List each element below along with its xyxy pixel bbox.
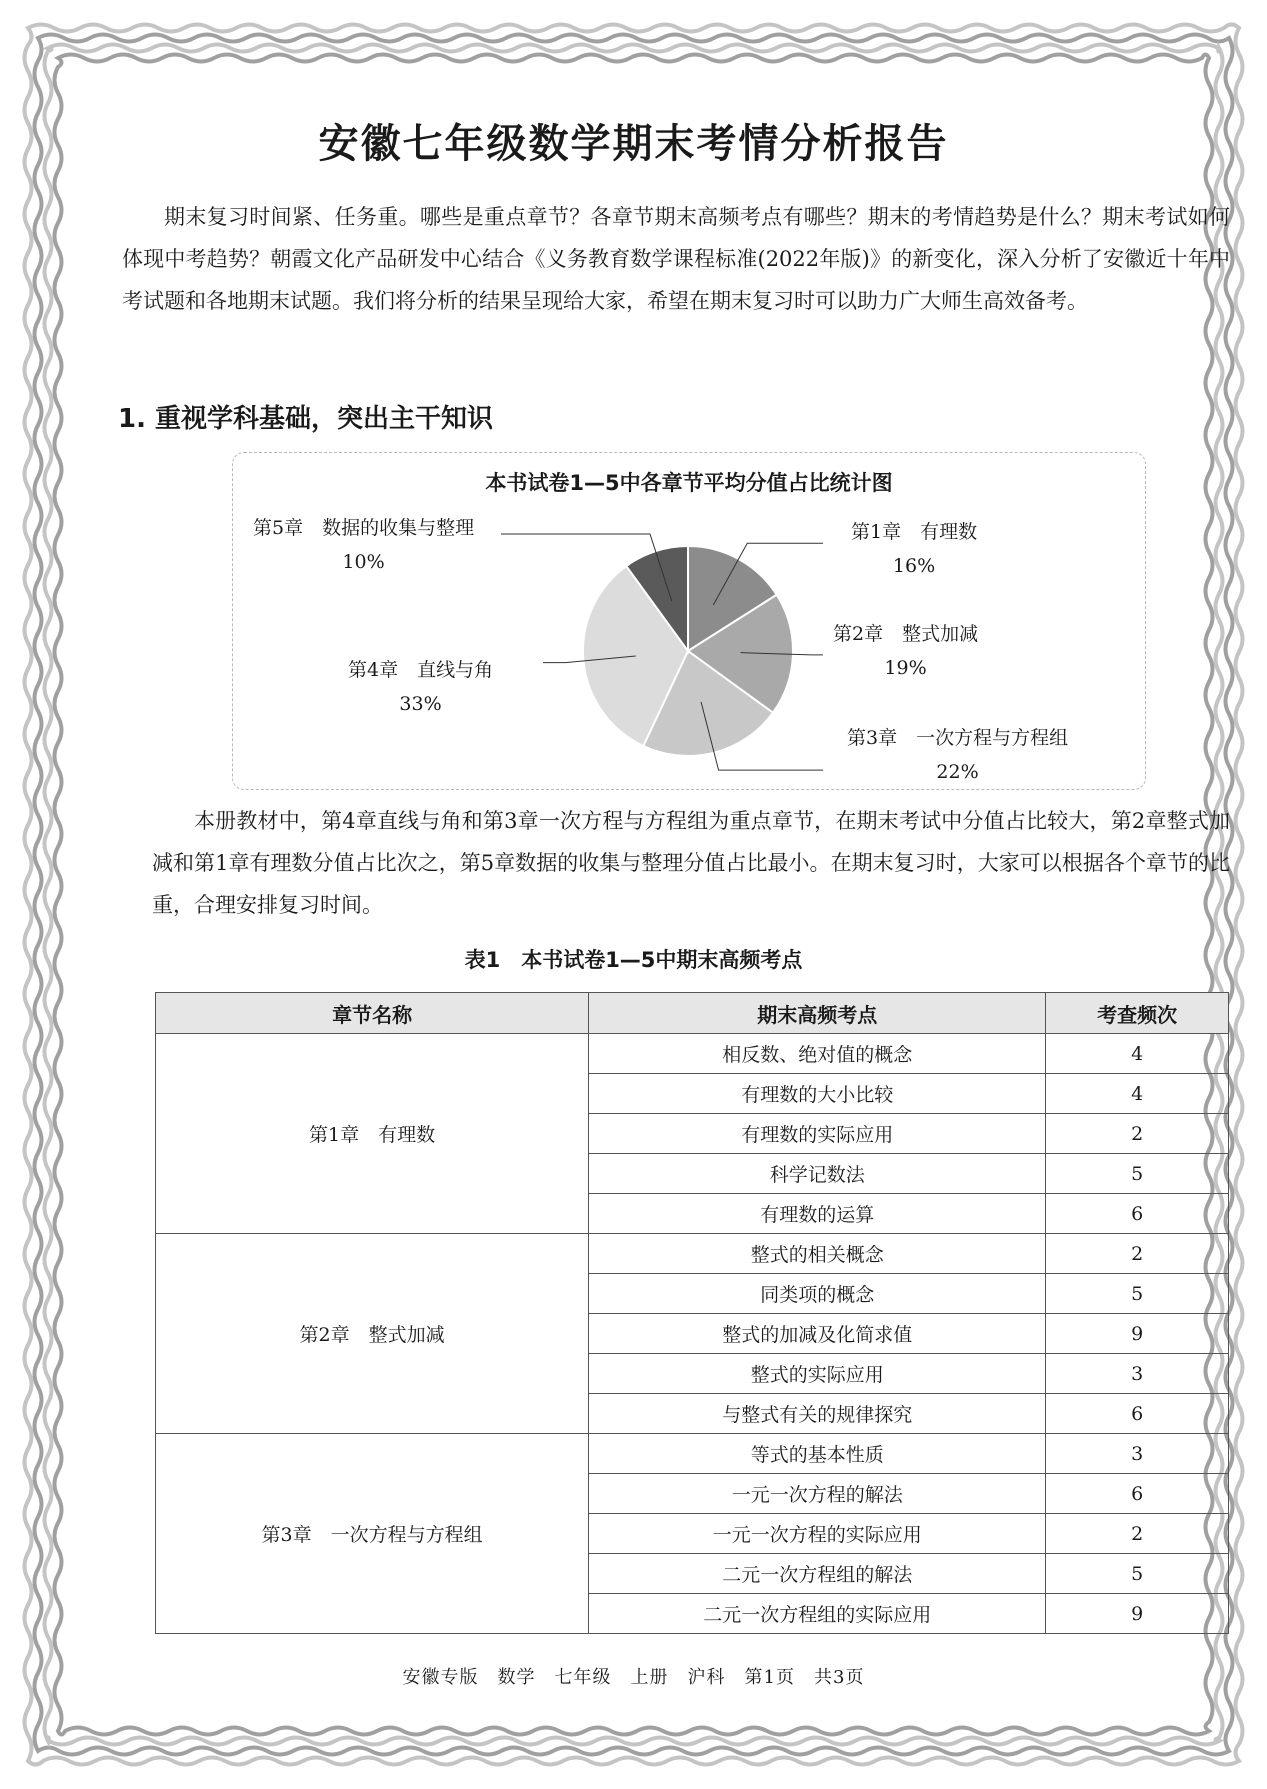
point-cell: 一元一次方程的实际应用 bbox=[589, 1514, 1046, 1554]
pie-label-ch4 bbox=[348, 653, 493, 721]
pie-label-ch3-name: 第3章 一次方程与方程组 bbox=[847, 727, 1069, 749]
page-footer: 安徽专版 数学 七年级 上册 沪科 第1页 共3页 bbox=[402, 1667, 865, 1688]
count-cell: 3 bbox=[1046, 1434, 1229, 1474]
pie-label-ch5-percent: 10% bbox=[342, 551, 385, 573]
pie-label-ch5-name: 第5章 数据的收集与整理 bbox=[253, 517, 475, 539]
count-cell: 9 bbox=[1046, 1314, 1229, 1354]
point-cell: 等式的基本性质 bbox=[589, 1434, 1046, 1474]
chapter-cell: 第1章 有理数 bbox=[156, 1034, 589, 1234]
pie-label-ch4-percent: 33% bbox=[399, 693, 442, 715]
count-cell: 2 bbox=[1046, 1234, 1229, 1274]
pie-label-ch1 bbox=[851, 515, 977, 583]
pie-label-ch2-percent: 19% bbox=[884, 657, 927, 679]
point-cell: 二元一次方程组的实际应用 bbox=[589, 1594, 1046, 1634]
pie-label-ch1-name: 第1章 有理数 bbox=[851, 521, 978, 543]
point-cell: 整式的加减及化简求值 bbox=[589, 1314, 1046, 1354]
count-cell: 5 bbox=[1046, 1274, 1229, 1314]
point-cell: 有理数的运算 bbox=[589, 1194, 1046, 1234]
point-cell: 有理数的实际应用 bbox=[589, 1114, 1046, 1154]
point-cell: 相反数、绝对值的概念 bbox=[589, 1034, 1046, 1074]
pie-label-ch2-name: 第2章 整式加减 bbox=[833, 623, 979, 645]
count-cell: 3 bbox=[1046, 1354, 1229, 1394]
point-cell: 同类项的概念 bbox=[589, 1274, 1046, 1314]
count-cell: 9 bbox=[1046, 1594, 1229, 1634]
table-caption: 表1 本书试卷1—5中期末高频考点 bbox=[464, 948, 803, 972]
point-cell: 科学记数法 bbox=[589, 1154, 1046, 1194]
chapter-cell: 第2章 整式加减 bbox=[156, 1234, 589, 1434]
section-heading-1: 1. 重视学科基础，突出主干知识 bbox=[118, 404, 494, 434]
table-header-row bbox=[156, 993, 1229, 1034]
pie-label-ch5 bbox=[253, 511, 474, 579]
count-cell: 4 bbox=[1046, 1074, 1229, 1114]
pie-label-ch1-percent: 16% bbox=[892, 555, 936, 577]
pie-label-ch3 bbox=[847, 721, 1068, 789]
point-cell: 有理数的大小比较 bbox=[589, 1074, 1046, 1114]
count-cell: 6 bbox=[1046, 1394, 1229, 1434]
count-cell: 2 bbox=[1046, 1114, 1229, 1154]
count-cell: 2 bbox=[1046, 1514, 1229, 1554]
pie-chart-panel bbox=[232, 452, 1146, 790]
table-row bbox=[156, 1034, 1229, 1074]
header-point: 期末高频考点 bbox=[589, 993, 1046, 1034]
chart-title: 本书试卷1—5中各章节平均分值占比统计图 bbox=[485, 471, 893, 495]
point-cell: 整式的相关概念 bbox=[589, 1234, 1046, 1274]
point-cell: 与整式有关的规律探究 bbox=[589, 1394, 1046, 1434]
table-row bbox=[156, 1434, 1229, 1474]
table-row bbox=[156, 1234, 1229, 1274]
high-frequency-points-table bbox=[155, 992, 1229, 1634]
count-cell: 4 bbox=[1046, 1034, 1229, 1074]
count-cell: 6 bbox=[1046, 1474, 1229, 1514]
point-cell: 整式的实际应用 bbox=[589, 1354, 1046, 1394]
header-frequency: 考查频次 bbox=[1046, 993, 1229, 1034]
analysis-paragraph: 本册教材中，第4章直线与角和第3章一次方程与方程组为重点章节，在期末考试中分值占比较大，第2章整式加减和第1章有理数分值占比次之，第5章数据的收集与整理分值占比最小。在期末复习时，大家可以根据各个章节的比重，合理安排复习时间。 bbox=[152, 809, 1230, 917]
pie-label-ch2 bbox=[833, 617, 978, 685]
count-cell: 5 bbox=[1046, 1554, 1229, 1594]
intro-paragraph: 期末复习时间紧、任务重。哪些是重点章节？各章节期末高频考点有哪些？期末的考情趋势是什么？期末考试如何体现中考趋势？朝霞文化产品研发中心结合《义务教育数学课程标准(2022年版)》的新变化，深入分析了安徽近十年中考试题和各地期末试题。我们将分析的结果呈现给大家，希望在期末复习时可以助力广大师生高效备考。 bbox=[122, 205, 1230, 313]
pie-label-ch4-name: 第4章 直线与角 bbox=[348, 659, 494, 681]
chapter-cell: 第3章 一次方程与方程组 bbox=[156, 1434, 589, 1634]
point-cell: 二元一次方程组的解法 bbox=[589, 1554, 1046, 1594]
pie-label-ch3-percent: 22% bbox=[936, 761, 979, 783]
header-chapter: 章节名称 bbox=[156, 993, 589, 1034]
count-cell: 6 bbox=[1046, 1194, 1229, 1234]
page-title: 安徽七年级数学期末考情分析报告 bbox=[318, 121, 949, 167]
point-cell: 一元一次方程的解法 bbox=[589, 1474, 1046, 1514]
count-cell: 5 bbox=[1046, 1154, 1229, 1194]
